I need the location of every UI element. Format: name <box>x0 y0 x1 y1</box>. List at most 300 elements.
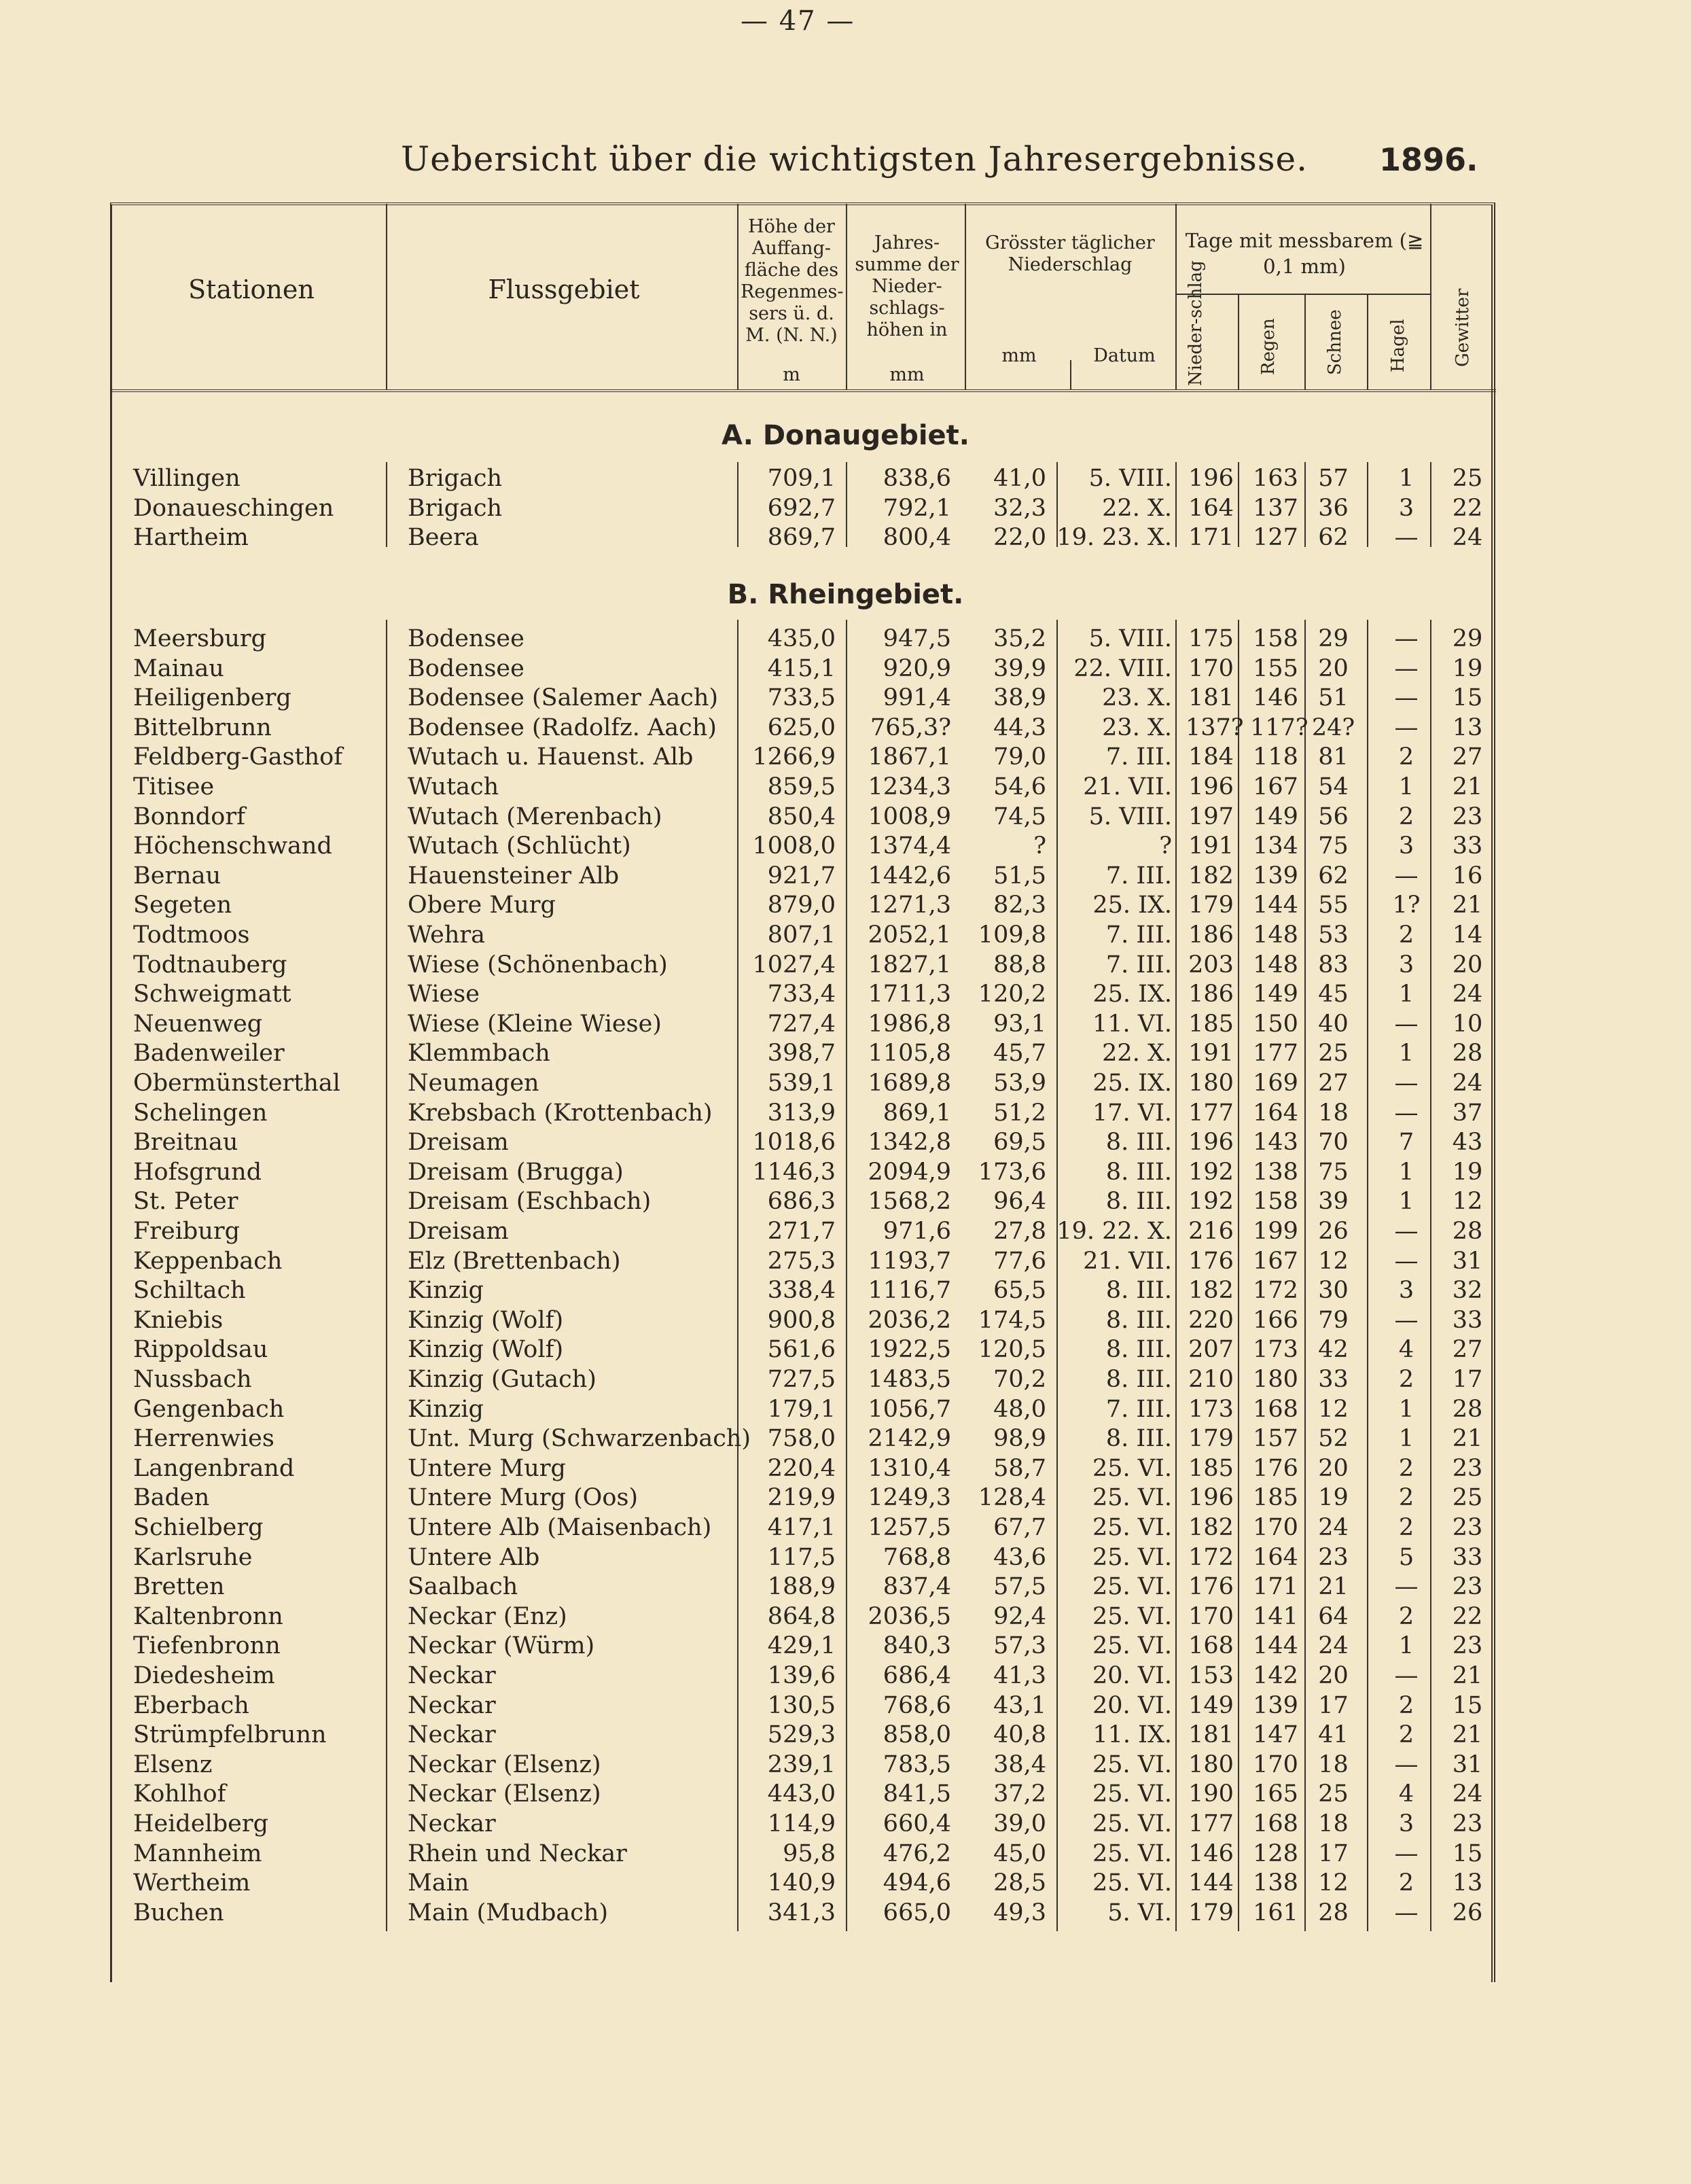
days-schnee: 36 <box>1318 494 1349 522</box>
max-daily-mm: 44,3 <box>993 714 1046 741</box>
days-niederschlag: 170 <box>1188 654 1234 682</box>
annual-sum-value: 1342,8 <box>868 1129 951 1157</box>
max-daily-date: 8. III. <box>1105 1366 1172 1393</box>
annual-sum-value: 2052,1 <box>868 921 951 949</box>
altitude-value: 807,1 <box>767 921 836 949</box>
days-hagel: — <box>1394 524 1419 552</box>
days-niederschlag: 179 <box>1188 1425 1234 1453</box>
table-row <box>0 920 1691 950</box>
table-row <box>0 1394 1691 1424</box>
days-niederschlag: 186 <box>1188 921 1234 949</box>
annual-sum-value: 1271,3 <box>868 892 951 919</box>
header-gewitter: Gewitter <box>1453 288 1473 367</box>
max-daily-date: 8. III. <box>1105 1306 1172 1334</box>
days-schnee: 54 <box>1318 773 1349 800</box>
river: Kinzig <box>408 1395 484 1423</box>
days-gewitter: 10 <box>1452 1010 1483 1038</box>
col-divider <box>386 204 387 389</box>
days-gewitter: 28 <box>1452 1395 1483 1423</box>
days-niederschlag: 146 <box>1188 1839 1234 1867</box>
days-schnee: 29 <box>1318 625 1349 652</box>
days-hagel: — <box>1394 1010 1419 1038</box>
days-niederschlag: 181 <box>1188 1721 1234 1749</box>
days-schnee: 12 <box>1318 1395 1349 1423</box>
max-daily-mm: 82,3 <box>993 892 1046 919</box>
max-daily-date: 25. VI. <box>1092 1602 1172 1630</box>
max-daily-date: 22. X. <box>1102 1040 1172 1068</box>
river: Kinzig <box>408 1277 484 1305</box>
table-row <box>0 1335 1691 1364</box>
days-regen: 164 <box>1253 1543 1298 1571</box>
station: Rippoldsau <box>133 1336 268 1364</box>
annual-sum-value: 665,0 <box>883 1899 951 1926</box>
max-daily-date: 8. III. <box>1105 1188 1172 1216</box>
altitude-value: 758,0 <box>767 1425 836 1453</box>
annual-sum-value: 971,6 <box>883 1218 951 1245</box>
max-daily-date: 25. IX. <box>1092 892 1172 919</box>
table-row <box>0 1602 1691 1632</box>
days-hagel: — <box>1394 714 1419 741</box>
altitude-value: 275,3 <box>767 1247 836 1275</box>
days-schnee: 18 <box>1318 1099 1349 1127</box>
altitude-value: 398,7 <box>767 1040 836 1068</box>
table-row <box>0 979 1691 1009</box>
table-row <box>0 654 1691 684</box>
altitude-value: 338,4 <box>767 1277 836 1305</box>
station: Strümpfelbrunn <box>133 1721 327 1749</box>
table-row <box>0 1631 1691 1661</box>
altitude-value: 1008,0 <box>752 832 836 860</box>
river: Wiese (Kleine Wiese) <box>408 1010 662 1038</box>
days-niederschlag: 171 <box>1188 524 1234 552</box>
annual-sum-value: 1711,3 <box>868 981 951 1008</box>
days-gewitter: 15 <box>1452 1691 1483 1719</box>
days-regen: 167 <box>1253 1247 1298 1275</box>
days-gewitter: 14 <box>1452 921 1483 949</box>
table-row <box>0 1691 1691 1721</box>
max-daily-date: 23. X. <box>1102 684 1172 712</box>
days-schnee: 81 <box>1318 743 1349 771</box>
header-schnee: Schnee <box>1325 309 1345 375</box>
days-regen: 127 <box>1253 524 1298 552</box>
river: Unt. Murg (Schwarzenbach) <box>408 1425 751 1453</box>
days-niederschlag: 192 <box>1188 1188 1234 1216</box>
header-niederschlag: Nieder-schlag <box>1186 260 1206 386</box>
annual-sum-value: 920,9 <box>883 654 951 682</box>
days-hagel: 2 <box>1398 743 1414 771</box>
table-row <box>0 1661 1691 1691</box>
annual-sum-value: 1310,4 <box>868 1454 951 1482</box>
days-schnee: 17 <box>1318 1691 1349 1719</box>
max-daily-mm: 92,4 <box>993 1602 1046 1630</box>
days-gewitter: 20 <box>1452 951 1483 979</box>
days-gewitter: 24 <box>1452 981 1483 1008</box>
station: Eberbach <box>133 1691 249 1719</box>
max-daily-date: 19. 23. X. <box>1056 524 1172 552</box>
days-schnee: 12 <box>1318 1247 1349 1275</box>
station: Schelingen <box>133 1099 268 1127</box>
river: Wutach <box>408 773 499 800</box>
days-niederschlag: 207 <box>1188 1336 1234 1364</box>
days-gewitter: 24 <box>1452 1070 1483 1097</box>
annual-sum-value: 1234,3 <box>868 773 951 800</box>
days-hagel: 1 <box>1398 1395 1414 1423</box>
river: Neckar <box>408 1662 496 1689</box>
altitude-value: 879,0 <box>767 892 836 919</box>
days-niederschlag: 164 <box>1188 494 1234 522</box>
altitude-value: 220,4 <box>767 1454 836 1482</box>
days-gewitter: 27 <box>1452 743 1483 771</box>
altitude-value: 95,8 <box>783 1839 836 1867</box>
station: Segeten <box>133 892 232 919</box>
max-daily-date: 7. III. <box>1105 921 1172 949</box>
table-row <box>0 1720 1691 1750</box>
altitude-value: 1018,6 <box>752 1129 836 1157</box>
days-gewitter: 28 <box>1452 1040 1483 1068</box>
days-schnee: 57 <box>1318 465 1349 492</box>
days-hagel: — <box>1394 1839 1419 1867</box>
days-gewitter: 17 <box>1452 1366 1483 1393</box>
altitude-value: 859,5 <box>767 773 836 800</box>
altitude-value: 429,1 <box>767 1632 836 1660</box>
days-regen: 170 <box>1253 1750 1298 1778</box>
days-regen: 150 <box>1253 1010 1298 1038</box>
station: Tiefenbronn <box>133 1632 281 1660</box>
max-daily-date: 7. III. <box>1105 862 1172 890</box>
river: Wutach (Merenbach) <box>408 803 662 830</box>
header-rule <box>110 389 1496 392</box>
station: Hofsgrund <box>133 1158 262 1186</box>
table-row <box>0 1424 1691 1454</box>
days-niederschlag: 196 <box>1188 465 1234 492</box>
header-stationen: Stationen <box>188 275 315 304</box>
river: Main <box>408 1869 469 1897</box>
page-title: Uebersicht über die wichtigsten Jahresergebnisse. <box>401 139 1308 179</box>
altitude-value: 341,3 <box>767 1899 836 1926</box>
header-hoehe: Höhe der Auffang-fläche des Regenmes-sers ü. d. M. (N. N.) <box>741 216 844 346</box>
altitude-value: 727,5 <box>767 1366 836 1393</box>
header-tage: Tage mit messbarem (≧ 0,1 mm) <box>1185 229 1424 278</box>
annual-sum-value: 494,6 <box>883 1869 951 1897</box>
days-schnee: 25 <box>1318 1040 1349 1068</box>
days-regen: 146 <box>1253 684 1298 712</box>
days-hagel: — <box>1394 1099 1419 1127</box>
max-daily-mm: 43,6 <box>993 1543 1046 1571</box>
max-daily-mm: 128,4 <box>978 1484 1046 1512</box>
table-row <box>0 742 1691 772</box>
annual-sum-value: 1867,1 <box>868 743 951 771</box>
days-gewitter: 29 <box>1452 625 1483 652</box>
river: Dreisam <box>408 1129 509 1157</box>
max-daily-date: 7. III. <box>1105 951 1172 979</box>
max-daily-date: 25. VI. <box>1092 1454 1172 1482</box>
days-gewitter: 33 <box>1452 832 1483 860</box>
days-hagel: 1 <box>1398 1188 1414 1216</box>
days-gewitter: 19 <box>1452 654 1483 682</box>
days-gewitter: 23 <box>1452 1454 1483 1482</box>
river: Brigach <box>408 465 503 492</box>
days-niederschlag: 182 <box>1188 862 1234 890</box>
annual-sum-value: 660,4 <box>883 1810 951 1837</box>
days-niederschlag: 191 <box>1188 832 1234 860</box>
days-schnee: 17 <box>1318 1839 1349 1867</box>
altitude-value: 179,1 <box>767 1395 836 1423</box>
max-daily-mm: 45,7 <box>993 1040 1046 1068</box>
station: Neuenweg <box>133 1010 263 1038</box>
max-daily-date: 8. III. <box>1105 1158 1172 1186</box>
max-daily-date: 19. 22. X. <box>1056 1218 1172 1245</box>
days-schnee: 51 <box>1318 684 1349 712</box>
river: Neckar <box>408 1691 496 1719</box>
annual-sum-value: 768,8 <box>883 1543 951 1571</box>
station: Meersburg <box>133 625 267 652</box>
river: Dreisam (Brugga) <box>408 1158 624 1186</box>
header-groesster-mm: mm <box>1001 345 1037 366</box>
max-daily-date: 5. VIII. <box>1088 625 1172 652</box>
table-row <box>0 772 1691 802</box>
table-row <box>0 1009 1691 1039</box>
max-daily-mm: 120,2 <box>978 981 1046 1008</box>
max-daily-mm: 43,1 <box>993 1691 1046 1719</box>
max-daily-mm: 173,6 <box>978 1158 1046 1186</box>
max-daily-mm: 48,0 <box>993 1395 1046 1423</box>
river: Wiese <box>408 981 480 1008</box>
header-jahressumme-unit: mm <box>889 364 925 385</box>
days-schnee: 18 <box>1318 1810 1349 1837</box>
days-gewitter: 25 <box>1452 465 1483 492</box>
days-niederschlag: 176 <box>1188 1247 1234 1275</box>
river: Neckar <box>408 1721 496 1749</box>
days-niederschlag: 220 <box>1188 1306 1234 1334</box>
days-hagel: 2 <box>1398 1454 1414 1482</box>
days-niederschlag: 191 <box>1188 1040 1234 1068</box>
days-gewitter: 15 <box>1452 684 1483 712</box>
max-daily-mm: 38,9 <box>993 684 1046 712</box>
days-schnee: 24 <box>1318 1632 1349 1660</box>
river: Neckar (Würm) <box>408 1632 595 1660</box>
station: Freiburg <box>133 1218 241 1245</box>
river: Wutach u. Hauenst. Alb <box>408 743 694 771</box>
annual-sum-value: 1008,9 <box>868 803 951 830</box>
days-niederschlag: 196 <box>1188 1129 1234 1157</box>
max-daily-mm: 28,5 <box>993 1869 1046 1897</box>
max-daily-mm: 41,3 <box>993 1662 1046 1689</box>
station: Villingen <box>133 465 241 492</box>
annual-sum-value: 1193,7 <box>868 1247 951 1275</box>
days-gewitter: 21 <box>1452 1721 1483 1749</box>
table-row <box>0 1779 1691 1809</box>
max-daily-mm: 37,2 <box>993 1780 1046 1808</box>
altitude-value: 114,9 <box>767 1810 836 1837</box>
days-schnee: 25 <box>1318 1780 1349 1808</box>
days-hagel: — <box>1394 1218 1419 1245</box>
river: Untere Alb (Maisenbach) <box>408 1514 712 1541</box>
station: Todtnauberg <box>133 951 287 979</box>
station: Donaueschingen <box>133 494 334 522</box>
station: Mainau <box>133 654 224 682</box>
station: Herrenwies <box>133 1425 274 1453</box>
table-row <box>0 463 1691 493</box>
max-daily-mm: 67,7 <box>993 1514 1046 1541</box>
days-regen: 170 <box>1253 1514 1298 1541</box>
days-niederschlag: 149 <box>1188 1691 1234 1719</box>
annual-sum-value: 838,6 <box>883 465 951 492</box>
days-schnee: 70 <box>1318 1129 1349 1157</box>
days-niederschlag: 182 <box>1188 1277 1234 1305</box>
annual-sum-value: 1116,7 <box>868 1277 951 1305</box>
days-regen: 137 <box>1253 494 1298 522</box>
altitude-value: 117,5 <box>767 1543 836 1571</box>
max-daily-mm: 93,1 <box>993 1010 1046 1038</box>
days-gewitter: 21 <box>1452 892 1483 919</box>
days-regen: 161 <box>1253 1899 1298 1926</box>
days-regen: 164 <box>1253 1099 1298 1127</box>
days-schnee: 83 <box>1318 951 1349 979</box>
days-regen: 143 <box>1253 1129 1298 1157</box>
river: Krebsbach (Krottenbach) <box>408 1099 713 1127</box>
days-hagel: — <box>1394 1247 1419 1275</box>
annual-sum-value: 1483,5 <box>868 1366 951 1393</box>
table-row <box>0 1543 1691 1572</box>
river: Untere Murg <box>408 1454 566 1482</box>
subheader-rule <box>1175 294 1430 295</box>
max-daily-mm: 57,3 <box>993 1632 1046 1660</box>
annual-sum-value: 947,5 <box>883 625 951 652</box>
altitude-value: 850,4 <box>767 803 836 830</box>
river: Neckar (Enz) <box>408 1602 567 1630</box>
days-schnee: 75 <box>1318 1158 1349 1186</box>
river: Main (Mudbach) <box>408 1899 609 1926</box>
days-hagel: 1 <box>1398 1632 1414 1660</box>
altitude-value: 415,1 <box>767 654 836 682</box>
altitude-value: 561,6 <box>767 1336 836 1364</box>
station: Wertheim <box>133 1869 251 1897</box>
annual-sum-value: 1689,8 <box>868 1070 951 1097</box>
station: Heiligenberg <box>133 684 291 712</box>
days-regen: 168 <box>1253 1810 1298 1837</box>
max-daily-mm: 22,0 <box>993 524 1046 552</box>
station: Baden <box>133 1484 210 1512</box>
table-row <box>0 1038 1691 1068</box>
max-daily-mm: 70,2 <box>993 1366 1046 1393</box>
days-niederschlag: 182 <box>1188 1514 1234 1541</box>
altitude-value: 709,1 <box>767 465 836 492</box>
days-gewitter: 21 <box>1452 1425 1483 1453</box>
days-regen: 139 <box>1253 862 1298 890</box>
station: Hartheim <box>133 524 249 552</box>
max-daily-date: 25. VI. <box>1092 1839 1172 1867</box>
max-daily-date: 11. IX. <box>1092 1721 1172 1749</box>
days-schnee: 24? <box>1311 714 1355 741</box>
days-gewitter: 43 <box>1452 1129 1483 1157</box>
days-niederschlag: 192 <box>1188 1158 1234 1186</box>
col-divider <box>1070 360 1071 389</box>
max-daily-mm: 41,0 <box>993 465 1046 492</box>
max-daily-date: 25. IX. <box>1092 981 1172 1008</box>
days-regen: 149 <box>1253 803 1298 830</box>
station: Gengenbach <box>133 1395 285 1423</box>
days-niederschlag: 137? <box>1186 714 1244 741</box>
max-daily-date: 23. X. <box>1102 714 1172 741</box>
annual-sum-value: 765,3? <box>870 714 951 741</box>
days-gewitter: 24 <box>1452 1780 1483 1808</box>
station: Badenweiler <box>133 1040 285 1068</box>
annual-sum-value: 1986,8 <box>868 1010 951 1038</box>
station: Nussbach <box>133 1366 252 1393</box>
max-daily-date: 5. VIII. <box>1088 465 1172 492</box>
header-flussgebiet: Flussgebiet <box>488 275 640 304</box>
max-daily-mm: 58,7 <box>993 1454 1046 1482</box>
annual-sum-value: 1374,4 <box>868 832 951 860</box>
max-daily-date: 21. VII. <box>1083 773 1172 800</box>
river: Neckar (Elsenz) <box>408 1750 601 1778</box>
max-daily-date: 8. III. <box>1105 1425 1172 1453</box>
days-niederschlag: 196 <box>1188 773 1234 800</box>
max-daily-date: 21. VII. <box>1083 1247 1172 1275</box>
days-niederschlag: 144 <box>1188 1869 1234 1897</box>
max-daily-mm: 54,6 <box>993 773 1046 800</box>
days-gewitter: 25 <box>1452 1484 1483 1512</box>
days-schnee: 62 <box>1318 524 1349 552</box>
days-regen: 165 <box>1253 1780 1298 1808</box>
days-hagel: 1 <box>1398 773 1414 800</box>
days-regen: 117? <box>1250 714 1309 741</box>
days-gewitter: 23 <box>1452 1514 1483 1541</box>
table-row <box>0 1364 1691 1394</box>
max-daily-date: ? <box>1159 832 1172 860</box>
header-groesster-datum: Datum <box>1093 345 1156 366</box>
station: Breitnau <box>133 1129 238 1157</box>
days-schnee: 75 <box>1318 832 1349 860</box>
river: Bodensee <box>408 625 524 652</box>
days-gewitter: 16 <box>1452 862 1483 890</box>
station: Kohlhof <box>133 1780 226 1808</box>
annual-sum-value: 768,6 <box>883 1691 951 1719</box>
max-daily-date: 25. VI. <box>1092 1514 1172 1541</box>
table-row <box>0 1068 1691 1098</box>
river: Brigach <box>408 494 503 522</box>
days-schnee: 20 <box>1318 1662 1349 1689</box>
days-schnee: 42 <box>1318 1336 1349 1364</box>
days-gewitter: 22 <box>1452 494 1483 522</box>
annual-sum-value: 2142,9 <box>868 1425 951 1453</box>
days-regen: 142 <box>1253 1662 1298 1689</box>
max-daily-date: 25. VI. <box>1092 1780 1172 1808</box>
river: Rhein und Neckar <box>408 1839 627 1867</box>
max-daily-mm: 98,9 <box>993 1425 1046 1453</box>
altitude-value: 313,9 <box>767 1099 836 1127</box>
max-daily-mm: 39,0 <box>993 1810 1046 1837</box>
days-hagel: — <box>1394 684 1419 712</box>
max-daily-mm: 57,5 <box>993 1573 1046 1601</box>
days-hagel: 2 <box>1398 803 1414 830</box>
station: Heidelberg <box>133 1810 268 1837</box>
table-row <box>0 1868 1691 1898</box>
days-hagel: 2 <box>1398 1721 1414 1749</box>
col-divider <box>1175 204 1177 389</box>
table-row <box>0 802 1691 832</box>
days-gewitter: 37 <box>1452 1099 1483 1127</box>
altitude-value: 219,9 <box>767 1484 836 1512</box>
days-niederschlag: 184 <box>1188 743 1234 771</box>
days-niederschlag: 179 <box>1188 892 1234 919</box>
days-gewitter: 33 <box>1452 1543 1483 1571</box>
max-daily-date: 25. VI. <box>1092 1632 1172 1660</box>
annual-sum-value: 792,1 <box>883 494 951 522</box>
max-daily-date: 5. VIII. <box>1088 803 1172 830</box>
days-schnee: 45 <box>1318 981 1349 1008</box>
days-hagel: 7 <box>1398 1129 1414 1157</box>
